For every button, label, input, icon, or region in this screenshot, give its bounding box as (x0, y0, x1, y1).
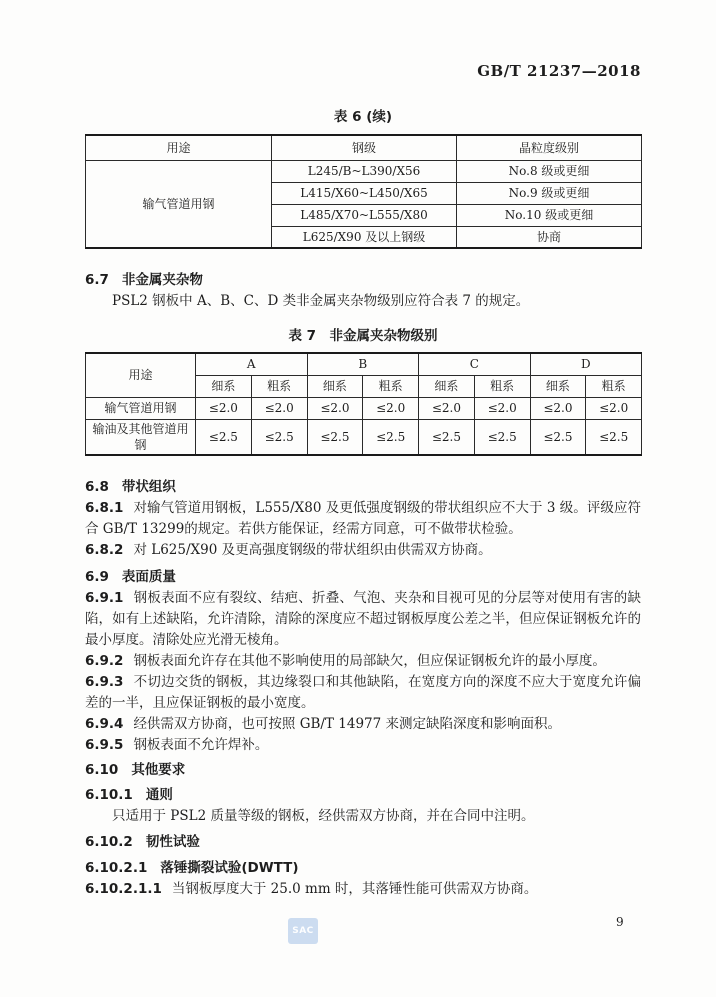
clause-6-8-2-paragraph (85, 540, 641, 561)
table7-container (85, 352, 641, 456)
clause-text: 不切边交货的钢板，其边缘裂口和其他缺陷，在宽度方向的深度不应大于宽度允许偏差的一半，且应保证钢板的最小宽度。 (85, 673, 641, 711)
clause-6-9-1-paragraph (85, 588, 641, 651)
clause-text: 钢板表面不允许焊补。 (133, 736, 269, 753)
clause-title: 表面质量 (121, 568, 176, 585)
table-cell: ≤2.0 (363, 397, 419, 419)
clause-number: 6.9.5 (85, 736, 124, 753)
page-number: 9 (616, 915, 624, 929)
clause-title: 其他要求 (131, 761, 186, 778)
table-cell: ≤2.0 (474, 397, 530, 419)
clause-text: 钢板表面允许存在其他不影响使用的局部缺欠，但应保证钢板允许的最小厚度。 (133, 652, 606, 669)
clause-number: 6.10.2.1 (85, 859, 148, 876)
clause-6-10-1-heading (85, 785, 641, 806)
clause-6-9-5-paragraph (85, 735, 641, 756)
table-header-cell: 粗系 (363, 375, 419, 397)
clause-text: 当钢板厚度大于 25.0 mm 时，其落锤性能可供需双方协商。 (171, 880, 538, 897)
table-cell: L415/X60~L450/X65 (272, 182, 457, 204)
clause-6-10-2-1-1-paragraph (85, 879, 641, 900)
table-cell: No.10 级或更细 (457, 204, 642, 226)
table-row (86, 160, 642, 182)
table-cell: ≤2.5 (586, 419, 642, 455)
table-cell: L625/X90 及以上钢级 (272, 226, 457, 248)
table-header-cell: 用途 (86, 135, 272, 160)
table-cell: 协商 (457, 226, 642, 248)
table-header-cell: 钢级 (272, 135, 457, 160)
table-cell: L485/X70~L555/X80 (272, 204, 457, 226)
table-header-cell: 粗系 (251, 375, 307, 397)
table-cell: ≤2.0 (196, 397, 252, 419)
table-cell: ≤2.0 (307, 397, 363, 419)
table-header-cell: 细系 (196, 375, 252, 397)
table-header-cell: 细系 (307, 375, 363, 397)
clause-text: 钢板表面不应有裂纹、结疤、折叠、气泡、夹杂和目视可见的分层等对使用有害的缺陷，如有上述缺陷，允许清除，清除的深度应不超过钢板厚度公差之半，但应保证钢板允许的最小厚度。清除处应光滑无棱角。 (85, 589, 641, 648)
clause-number: 6.9 (85, 568, 109, 585)
table-header-cell: 细系 (419, 375, 475, 397)
table-cell: L245/B~L390/X56 (272, 160, 457, 182)
clause-number: 6.10.2.1.1 (85, 880, 162, 897)
clause-6-7-paragraph: PSL2 钢板中 A、B、C、D 类非金属夹杂物级别应符合表 7 的规定。 (112, 293, 530, 309)
table-header-cell: C (419, 353, 531, 375)
clause-number: 6.8.1 (85, 499, 124, 516)
table-header-cell: 晶粒度级别 (457, 135, 642, 160)
table-cell-usage: 输油及其他管道用钢 (86, 419, 196, 455)
table-header-cell: 粗系 (586, 375, 642, 397)
table-cell-usage: 输气管道用钢 (86, 397, 196, 419)
table-row (86, 397, 642, 419)
clause-text: 对 L625/X90 及更高强度钢级的带状组织由供需双方协商。 (133, 541, 492, 558)
table-header-cell: 用途 (86, 353, 196, 397)
table6-caption: 表 6 (续) (333, 109, 393, 125)
table7 (85, 352, 642, 456)
table-row (86, 419, 642, 455)
table-cell: ≤2.5 (363, 419, 419, 455)
clause-6-10-2-heading (85, 832, 641, 853)
clause-title: 落锤撕裂试验(DWTT) (160, 859, 299, 876)
clause-6-10-heading (85, 760, 641, 781)
clause-title: 通则 (145, 786, 173, 803)
clause-6-9-heading (85, 567, 641, 588)
clause-6-8-heading (85, 477, 641, 498)
table-cell: ≤2.5 (474, 419, 530, 455)
clause-title: 带状组织 (121, 478, 176, 495)
clause-number: 6.9.1 (85, 589, 124, 606)
clause-number: 6.9.3 (85, 673, 124, 690)
clause-6-7-heading (85, 270, 641, 291)
clause-6-10-2-1-heading (85, 858, 641, 879)
table6 (85, 134, 642, 249)
table-header-cell: 粗系 (474, 375, 530, 397)
table-cell: ≤2.5 (419, 419, 475, 455)
clause-6-8-1-paragraph (85, 498, 641, 540)
table-cell: ≤2.5 (530, 419, 586, 455)
clause-text: 对输气管道用钢板，L555/X80 及更低强度钢级的带状组织应不大于 3 级。评级应符合 GB/T 13299的规定。若供方能保证，经需方同意，可不做带状检验。 (85, 499, 641, 537)
table7-group-header-row (86, 353, 642, 375)
table-cell: ≤2.5 (251, 419, 307, 455)
table-cell: ≤2.0 (251, 397, 307, 419)
table-header-cell: B (307, 353, 419, 375)
table-header-cell: A (196, 353, 308, 375)
table6-header-row (86, 135, 642, 160)
clause-number: 6.9.4 (85, 715, 124, 732)
table-cell: No.9 级或更细 (457, 182, 642, 204)
clause-6-9-4-paragraph (85, 714, 641, 735)
sac-watermark: SAC (288, 918, 318, 944)
clause-number: 6.8.2 (85, 541, 124, 558)
standard-number: GB/T 21237—2018 (477, 62, 641, 80)
table-cell: No.8 级或更细 (457, 160, 642, 182)
table7-caption: 表 7 非金属夹杂物级别 (288, 328, 438, 344)
table-cell: ≤2.0 (419, 397, 475, 419)
table-cell: ≤2.5 (307, 419, 363, 455)
page-content (85, 0, 641, 900)
clause-title: 非金属夹杂物 (121, 272, 203, 288)
clause-number: 6.9.2 (85, 652, 124, 669)
clause-number: 6.8 (85, 478, 109, 495)
table-header-cell: D (530, 353, 642, 375)
clause-text: 经供需双方协商，也可按照 GB/T 14977 来测定缺陷深度和影响面积。 (133, 715, 562, 732)
clause-6-9-2-paragraph (85, 651, 641, 672)
clause-number: 6.10 (85, 761, 119, 778)
table-cell: ≤2.0 (530, 397, 586, 419)
clause-number: 6.10.2 (85, 833, 133, 850)
clause-6-9-3-paragraph (85, 672, 641, 714)
table-cell: ≤2.0 (586, 397, 642, 419)
clause-number: 6.10.1 (85, 786, 133, 803)
table6-container (85, 134, 641, 249)
clause-title: 韧性试验 (145, 833, 200, 850)
clause-6-10-1-paragraph: 只适用于 PSL2 质量等级的钢板，经供需双方协商，并在合同中注明。 (112, 807, 535, 824)
table-cell-usage: 输气管道用钢 (86, 160, 272, 248)
table-header-cell: 细系 (530, 375, 586, 397)
table-cell: ≤2.5 (196, 419, 252, 455)
clause-number: 6.7 (85, 272, 109, 288)
